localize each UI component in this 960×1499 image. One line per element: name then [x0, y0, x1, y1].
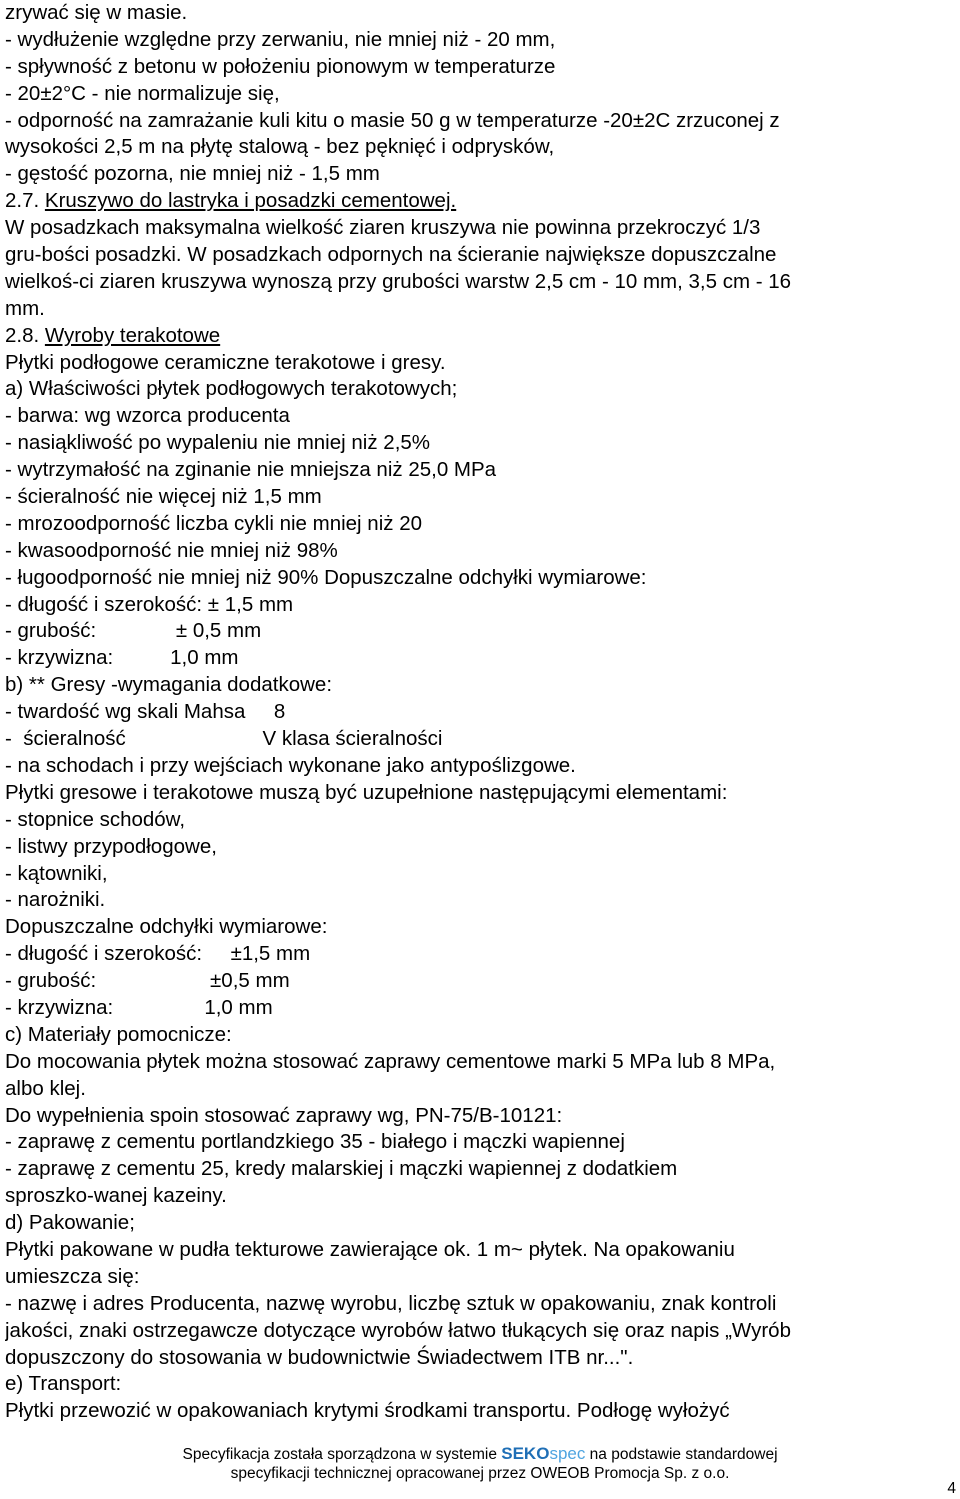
- footer-text-post: na podstawie standardowej: [585, 1446, 778, 1463]
- text-line: [5, 1237, 955, 1264]
- section-heading: Kruszywo do lastryka i posadzki cementowej.: [44, 189, 457, 213]
- text-line: [5, 1049, 955, 1076]
- text-span: e) Transport:: [5, 1372, 122, 1396]
- text-span: gru-bości posadzki. W posadzkach odpornych na ścieranie największe dopuszczalne: [5, 243, 777, 267]
- text-line: [5, 807, 955, 834]
- text-span: 2.7.: [5, 189, 45, 213]
- text-line: [5, 914, 955, 941]
- text-span: - nazwę i adres Producenta, nazwę wyrobu, liczbę sztuk w opakowaniu, znak kontroli: [5, 1291, 777, 1315]
- text-span: Płytki przewozić w opakowaniach krytymi środkami transportu. Podłogę wyłożyć: [5, 1399, 730, 1423]
- text-span: d) Pakowanie;: [5, 1211, 135, 1235]
- text-span: - narożniki.: [5, 888, 106, 912]
- document-body: [5, 0, 955, 1425]
- text-line: [5, 941, 955, 968]
- text-line: [5, 1129, 955, 1156]
- text-line: [5, 81, 955, 108]
- text-line: [5, 0, 955, 27]
- text-line: [5, 269, 955, 296]
- text-line: [5, 780, 955, 807]
- text-line: [5, 1345, 955, 1372]
- text-span: - krzywizna: 1,0 mm: [5, 995, 273, 1019]
- text-span: W posadzkach maksymalna wielkość ziaren kruszywa nie powinna przekroczyć 1/3: [5, 216, 761, 240]
- text-line: [5, 1318, 955, 1345]
- text-line: [5, 188, 955, 215]
- text-span: Do wypełnienia spoin stosować zaprawy wg, PN-75/B-10121:: [5, 1103, 563, 1127]
- sekospec-logo-seko: SEKO: [501, 1444, 550, 1463]
- text-span: - spływność z betonu w położeniu pionowym w temperaturze: [5, 54, 556, 78]
- text-line: [5, 995, 955, 1022]
- section-heading: Wyroby terakotowe: [44, 323, 221, 347]
- text-span: - gęstość pozorna, nie mniej niż - 1,5 mm: [5, 162, 380, 186]
- text-line: [5, 350, 955, 377]
- text-span: wielkoś-ci ziaren kruszywa wynoszą przy grubości warstw 2,5 cm - 10 mm, 3,5 cm - 16: [5, 269, 792, 293]
- text-line: [5, 1371, 955, 1398]
- text-line: [5, 887, 955, 914]
- text-span: - nasiąkliwość po wypaleniu nie mniej niż 2,5%: [5, 431, 431, 455]
- text-line: [5, 1156, 955, 1183]
- text-span: - twardość wg skali Mahsa 8: [5, 700, 286, 724]
- text-span: sproszko-wanej kazeiny.: [5, 1184, 227, 1208]
- text-span: Płytki pakowane w pudła tekturowe zawierające ok. 1 m~ płytek. Na opakowaniu: [5, 1237, 735, 1261]
- text-span: Płytki gresowe i terakotowe muszą być uzupełnione następującymi elementami:: [5, 780, 728, 804]
- text-span: wysokości 2,5 m na płytę stalową - bez pęknięć i odprysków,: [5, 135, 555, 159]
- text-line: [5, 699, 955, 726]
- text-span: - krzywizna: 1,0 mm: [5, 646, 239, 670]
- sekospec-logo-spec: spec: [549, 1444, 586, 1463]
- text-line: [5, 323, 955, 350]
- page-footer: [0, 1444, 960, 1483]
- text-line: [5, 457, 955, 484]
- text-line: [5, 161, 955, 188]
- text-span: 2.8.: [5, 323, 45, 347]
- text-span: b) ** Gresy -wymagania dodatkowe:: [5, 673, 333, 697]
- footer-line-2: specyfikacji technicznej opracowanej przez OWEOB Promocja Sp. z o.o.: [230, 1465, 730, 1482]
- text-span: - mrozoodporność liczba cykli nie mniej niż 20: [5, 511, 423, 535]
- text-span: - kwasoodporność nie mniej niż 98%: [5, 538, 338, 562]
- text-span: - wytrzymałość na zginanie nie mniejsza niż 25,0 MPa: [5, 458, 497, 482]
- text-line: [5, 726, 955, 753]
- text-span: - ścieralność V klasa ścieralności: [5, 727, 443, 751]
- text-line: [5, 1291, 955, 1318]
- text-span: - zaprawę z cementu portlandzkiego 35 - białego i mączki wapiennej: [5, 1130, 625, 1154]
- text-span: - ścieralność nie więcej niż 1,5 mm: [5, 485, 322, 509]
- text-span: - grubość: ±0,5 mm: [5, 969, 290, 993]
- text-line: [5, 134, 955, 161]
- text-line: [5, 1398, 955, 1425]
- text-line: [5, 215, 955, 242]
- text-span: - grubość: ± 0,5 mm: [5, 619, 262, 643]
- text-line: [5, 861, 955, 888]
- text-line: [5, 27, 955, 54]
- text-line: [5, 54, 955, 81]
- text-line: [5, 376, 955, 403]
- footer-line-1: [0, 1444, 960, 1464]
- text-line: [5, 484, 955, 511]
- text-span: umieszcza się:: [5, 1264, 140, 1288]
- text-span: - zaprawę z cementu 25, kredy malarskiej i mączki wapiennej z dodatkiem: [5, 1157, 678, 1181]
- text-span: mm.: [5, 296, 45, 320]
- text-line: [5, 108, 955, 135]
- text-span: dopuszczony do stosowania w budownictwie Świadectwem ITB nr...".: [5, 1345, 634, 1369]
- text-line: [5, 1210, 955, 1237]
- text-line: [5, 834, 955, 861]
- text-span: jakości, znaki ostrzegawcze dotyczące wyrobów łatwo tłukących się oraz napis „Wyrób: [5, 1318, 791, 1342]
- footer-text-pre: Specyfikacja została sporządzona w systemie: [182, 1446, 502, 1463]
- text-span: Dopuszczalne odchyłki wymiarowe:: [5, 915, 328, 939]
- text-line: [5, 242, 955, 269]
- text-line: [5, 296, 955, 323]
- text-line: [5, 1264, 955, 1291]
- text-line: [5, 565, 955, 592]
- text-span: - wydłużenie względne przy zerwaniu, nie mniej niż - 20 mm,: [5, 27, 556, 51]
- page-number: 4: [947, 1480, 956, 1497]
- text-line: [5, 1076, 955, 1103]
- text-span: - barwa: wg wzorca producenta: [5, 404, 290, 428]
- text-span: Płytki podłogowe ceramiczne terakotowe i gresy.: [5, 350, 446, 374]
- text-line: [5, 1183, 955, 1210]
- text-span: - długość i szerokość: ± 1,5 mm: [5, 592, 294, 616]
- text-line: [5, 672, 955, 699]
- text-span: a) Właściwości płytek podłogowych terakotowych;: [5, 377, 458, 401]
- text-span: albo klej.: [5, 1076, 86, 1100]
- text-line: [5, 403, 955, 430]
- text-line: [5, 618, 955, 645]
- text-span: - ługoodporność nie mniej niż 90% Dopuszczalne odchyłki wymiarowe:: [5, 565, 647, 589]
- text-span: - 20±2°C - nie normalizuje się,: [5, 81, 280, 105]
- text-line: [5, 645, 955, 672]
- text-span: - stopnice schodów,: [5, 807, 186, 831]
- text-line: [5, 538, 955, 565]
- text-line: [5, 592, 955, 619]
- text-span: - na schodach i przy wejściach wykonane jako antypoślizgowe.: [5, 753, 576, 777]
- text-span: - kątowniki,: [5, 861, 108, 885]
- text-line: [5, 968, 955, 995]
- text-line: [5, 511, 955, 538]
- text-line: [5, 430, 955, 457]
- text-span: zrywać się w masie.: [5, 1, 188, 24]
- text-span: c) Materiały pomocnicze:: [5, 1022, 232, 1046]
- text-line: [5, 1022, 955, 1049]
- text-span: - długość i szerokość: ±1,5 mm: [5, 942, 311, 966]
- text-span: - listwy przypodłogowe,: [5, 834, 217, 858]
- text-line: [5, 1103, 955, 1130]
- text-span: Do mocowania płytek można stosować zaprawy cementowe marki 5 MPa lub 8 MPa,: [5, 1049, 776, 1073]
- text-line: [5, 753, 955, 780]
- text-span: - odporność na zamrażanie kuli kitu o masie 50 g w temperaturze -20±2C zrzuconej z: [5, 108, 780, 132]
